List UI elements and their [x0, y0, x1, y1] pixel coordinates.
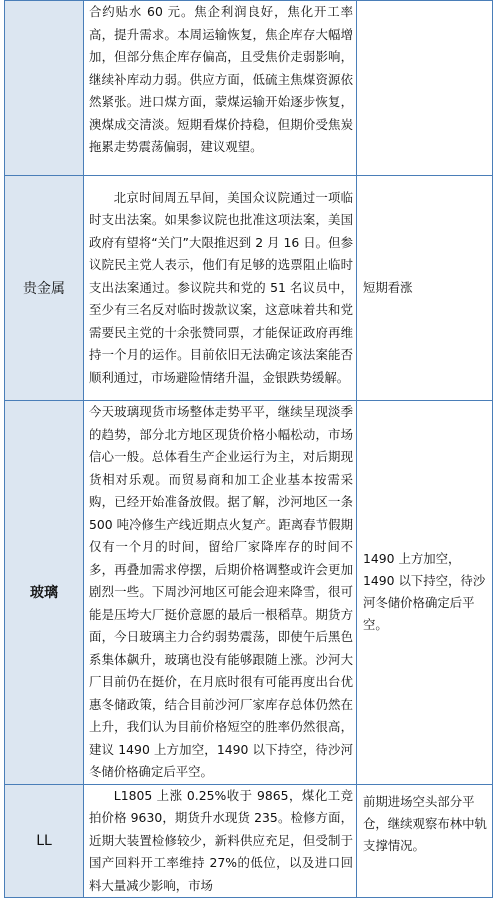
product-name-cell: 玻璃 — [5, 401, 84, 785]
strategy-cell: 前期进场空头部分平仓，继续观察布林中轨支撑情况。 — [357, 784, 493, 898]
analysis-text: 北京时间周五早间，美国众议院通过一项临时支出法案。如果参议院也批准这项法案，美国政府有望将“关门”大限推迟到 2 月 16 日。但参议院民主党人表示，他们有足够的选票阻止临时支出法案通过。参议院共和党的 51 名议员中，至少有三名反对临时拨款议案，这意味着共和党需要民主党的十余张赞同票，才能保证政府再维持一个月的运作。目前依旧无法确定该法案能否顺利通过，市场避险情绪升温，金银跌势缓解。 — [89, 189, 353, 385]
product-name-cell: LL — [5, 784, 84, 898]
table-row — [5, 784, 493, 898]
table-row — [5, 401, 493, 785]
analysis-cell — [84, 176, 357, 401]
analysis-cell — [84, 1, 357, 176]
analysis-cell — [84, 784, 357, 898]
product-name-cell — [5, 1, 84, 176]
analysis-text: 今天玻璃现货市场整体走势平平，继续呈现淡季的趋势，部分北方地区现货价格小幅松动，市场信心一般。总体看生产企业运行为主，对后期现货相对乐观。而贸易商和加工企业基本按需采购，已经开始准备放假。据了解，沙河地区一条 500 吨冷修生产线近期点火复产。距离春节假期仅有一个月的时间，留给厂家降库存的时间不多，再叠加需求停摆，后期价格调整或许会更加剧烈一些。下周沙河地区可能会迎来降雪，很可能是压垮大厂挺价意愿的最后一根稻草。期货方面，今日玻璃主力合约弱势震荡，即使午后黑色系集体飙升，玻璃也没有能够跟随上涨。沙河大厂目前仍在挺价，在月底时很有可能再度出台优惠冬储政策，结合目前沙河厂家库存总体仍然在上升，我们认为目前价格短空的胜率仍然很高，建议 1490 上方加空，1490 以下持空，待沙河冬储价格确定后平空。 — [89, 404, 353, 779]
strategy-cell: 1490 上方加空，1490 以下持空，待沙河冬储价格确定后平空。 — [357, 401, 493, 785]
market-commentary-table — [4, 0, 493, 898]
analysis-text: L1805 上涨 0.25%收于 9865，煤化工竞拍价格 9630，期货升水现货 235。检修方面，近期大装置检修较少，新料供应充足，但受制于国产回料开工率维持 27%的低位，以及进口回料大量减少影响，市场 — [89, 787, 353, 893]
analysis-cell — [84, 401, 357, 785]
strategy-cell: 短期看涨 — [357, 176, 493, 401]
strategy-cell — [357, 1, 493, 176]
table-row — [5, 176, 493, 401]
table-row — [5, 1, 493, 176]
product-name-cell: 贵金属 — [5, 176, 84, 401]
analysis-text: 合约贴水 60 元。焦企利润良好，焦化开工率高，提升需求。本周运输恢复，焦企库存大幅增加，但部分焦企库存偏高，且受焦价走弱影响，继续补库动力弱。供应方面，低硫主焦煤资源依然紧张。进口煤方面，蒙煤运输开始逐步恢复，澳煤成交清淡。短期看煤价持稳，但期价受焦炭拖累走势震荡偏弱，建议观望。 — [89, 4, 353, 154]
